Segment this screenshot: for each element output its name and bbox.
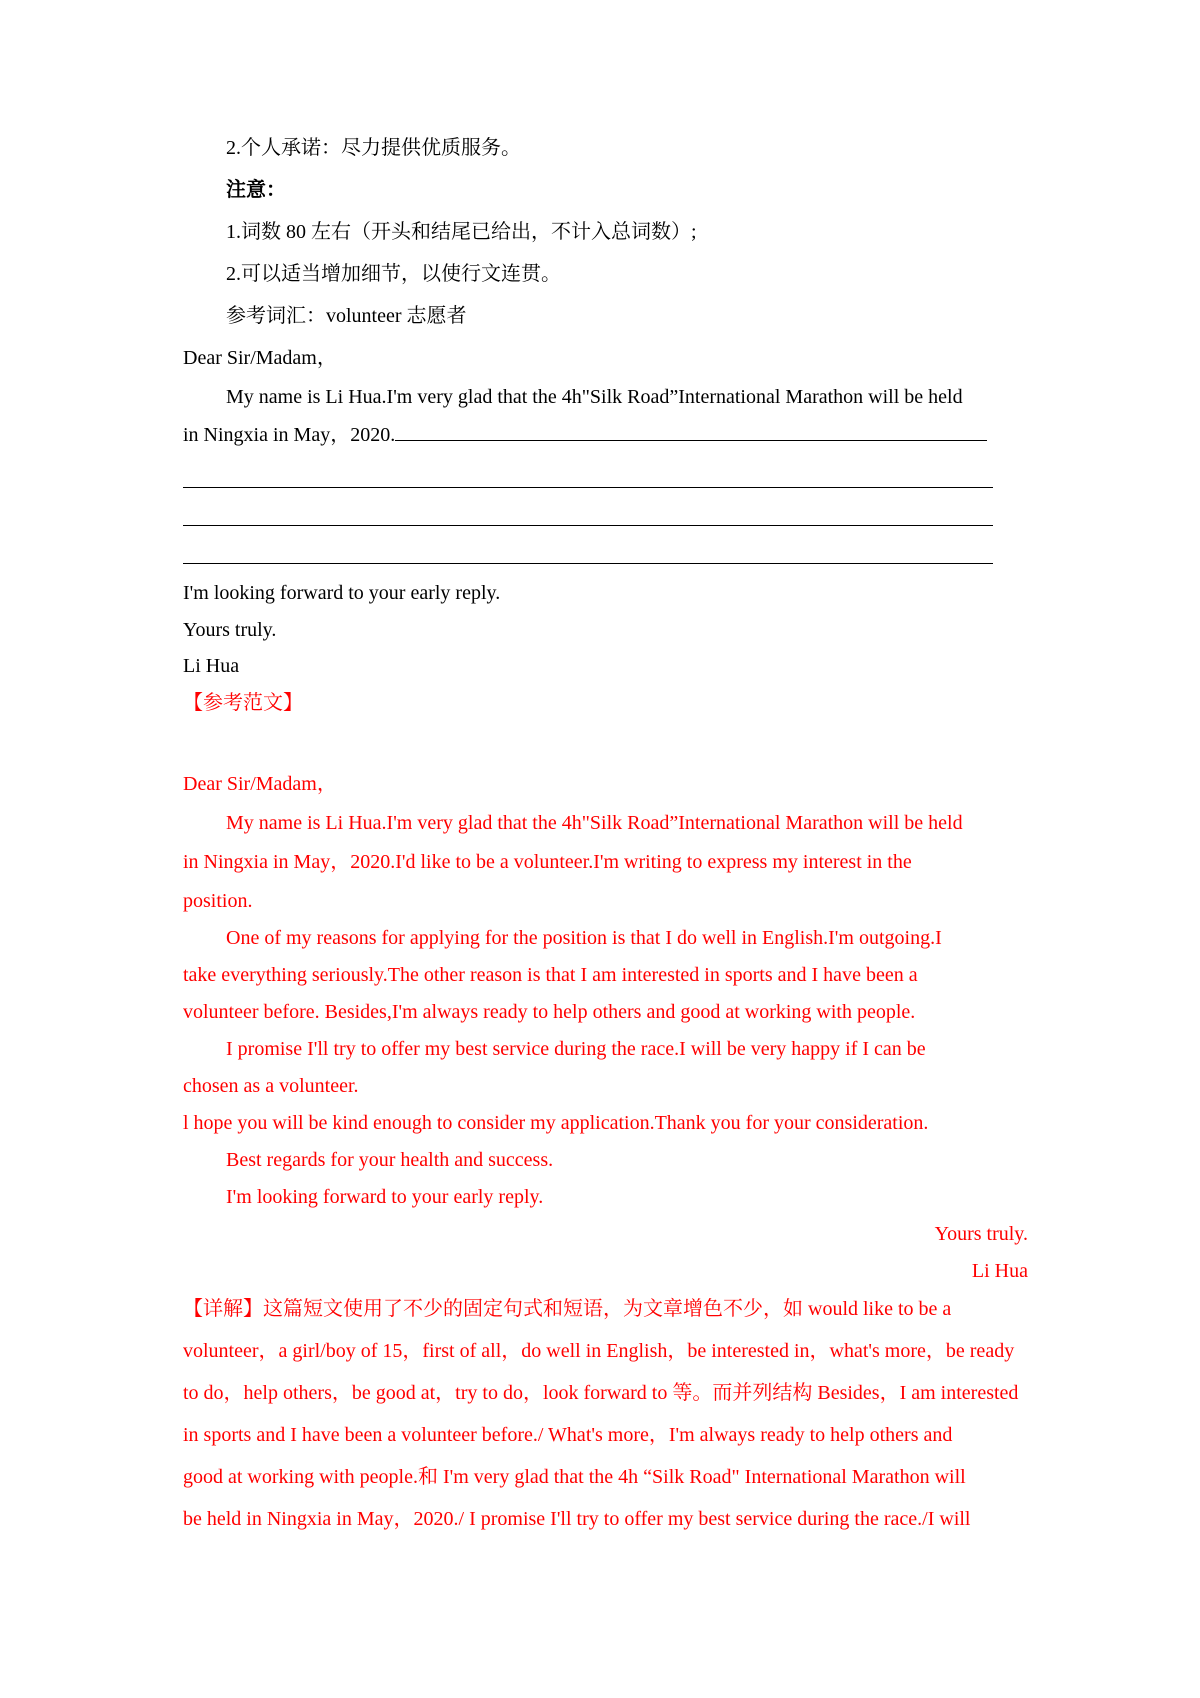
sample-yours: Yours truly. bbox=[934, 1223, 1028, 1245]
template-yours: Yours truly. bbox=[183, 619, 277, 641]
template-paragraph-text: in Ningxia in May，2020. bbox=[183, 424, 396, 446]
sample-line: chosen as a volunteer. bbox=[183, 1075, 359, 1097]
template-signature: Li Hua bbox=[183, 655, 240, 677]
note-title: 注意： bbox=[226, 179, 286, 201]
template-paragraph-line bbox=[183, 422, 987, 448]
reference-vocabulary: 参考词汇：volunteer 志愿者 bbox=[226, 305, 467, 327]
sample-line: in Ningxia in May，2020.I'd like to be a volunteer.I'm writing to express my interest in the bbox=[183, 851, 912, 873]
sample-line: l hope you will be kind enough to consider my application.Thank you for your consideration. bbox=[183, 1112, 929, 1134]
note-item-1: 1.词数 80 左右（开头和结尾已给出，不计入总词数）; bbox=[226, 221, 697, 243]
template-paragraph-line: My name is Li Hua.I'm very glad that the 4h"Silk Road”International Marathon will be held bbox=[226, 386, 963, 408]
answer-blank-line[interactable] bbox=[183, 525, 993, 526]
answer-blank[interactable] bbox=[395, 422, 987, 441]
sample-line: My name is Li Hua.I'm very glad that the 4h"Silk Road”International Marathon will be held bbox=[226, 812, 963, 834]
answer-blank-line[interactable] bbox=[183, 487, 993, 488]
template-closing: I'm looking forward to your early reply. bbox=[183, 582, 501, 604]
explanation-line: be held in Ningxia in May，2020./ I promise I'll try to offer my best service during the race./I will bbox=[183, 1508, 971, 1530]
explanation-line: in sports and I have been a volunteer before./ What's more，I'm always ready to help others and bbox=[183, 1424, 953, 1446]
sample-line: volunteer before. Besides,I'm always ready to help others and good at working with people. bbox=[183, 1001, 916, 1023]
explanation-line: volunteer，a girl/boy of 15，first of all，do well in English，be interested in，what's more，be ready bbox=[183, 1340, 1015, 1362]
sample-signature: Li Hua bbox=[971, 1260, 1028, 1282]
sample-line: position. bbox=[183, 890, 253, 912]
sample-salutation: Dear Sir/Madam， bbox=[183, 773, 337, 795]
answer-blank-line[interactable] bbox=[183, 563, 993, 564]
explanation-line: good at working with people.和 I'm very glad that the 4h “Silk Road" International Marathon will bbox=[183, 1466, 966, 1488]
template-salutation: Dear Sir/Madam， bbox=[183, 347, 337, 369]
sample-line: I'm looking forward to your early reply. bbox=[226, 1186, 544, 1208]
sample-line: I promise I'll try to offer my best service during the race.I will be very happy if I can be bbox=[226, 1038, 926, 1060]
sample-line: One of my reasons for applying for the position is that I do well in English.I'm outgoing.I bbox=[226, 927, 942, 949]
sample-heading: 【参考范文】 bbox=[183, 692, 303, 714]
requirement-item-2: 2.个人承诺：尽力提供优质服务。 bbox=[226, 137, 521, 159]
sample-line: Best regards for your health and success. bbox=[226, 1149, 554, 1171]
note-item-2: 2.可以适当增加细节，以使行文连贯。 bbox=[226, 263, 561, 285]
explanation-line: 【详解】这篇短文使用了不少的固定句式和短语，为文章增色不少，如 would like to be a bbox=[183, 1298, 952, 1320]
sample-line: take everything seriously.The other reason is that I am interested in sports and I have been a bbox=[183, 964, 918, 986]
explanation-line: to do，help others，be good at，try to do，look forward to 等。而并列结构 Besides，I am interested bbox=[183, 1382, 1019, 1404]
